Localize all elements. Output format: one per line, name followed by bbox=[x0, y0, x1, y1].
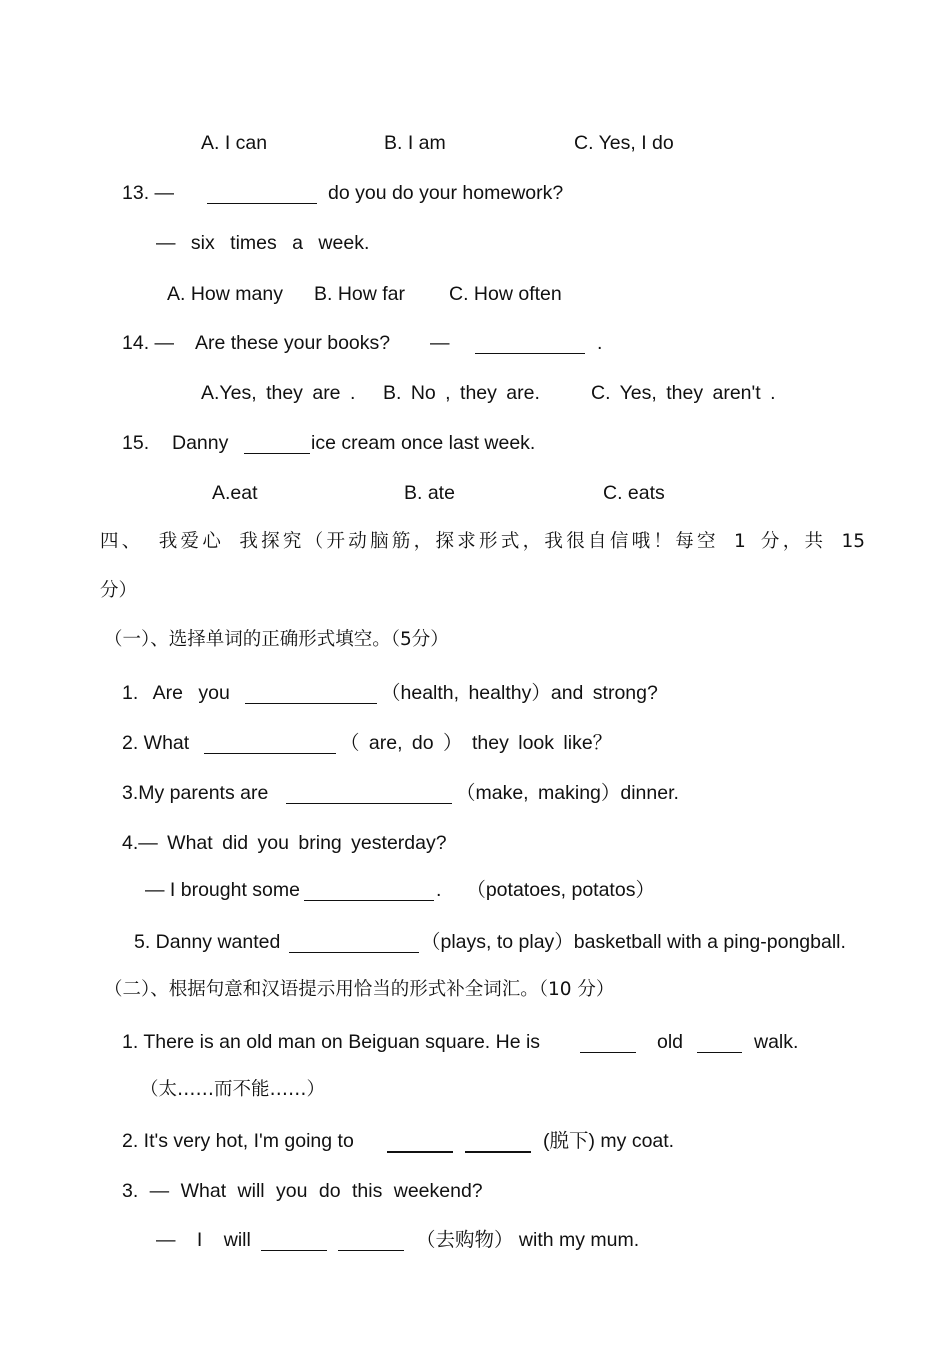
q14-period: . bbox=[597, 332, 603, 354]
q12-option-b: B. I am bbox=[384, 132, 446, 154]
p2-item-1-blank-1[interactable] bbox=[580, 1034, 636, 1053]
q14-dash: — bbox=[430, 332, 450, 354]
q14-option-a: A.Yes, they are . bbox=[201, 382, 356, 404]
q13-blank[interactable] bbox=[207, 185, 317, 204]
p2-item-3-question: 3. — What will you do this weekend? bbox=[122, 1180, 483, 1202]
p2-item-1-blank-2[interactable] bbox=[697, 1034, 742, 1053]
part-2-heading: （二）、根据句意和汉语提示用恰当的形式补全词汇。（10 分） bbox=[104, 979, 615, 1000]
p2-item-3-blank-2[interactable] bbox=[338, 1232, 404, 1251]
p2-item-3-answer-pre: — I will bbox=[156, 1229, 251, 1251]
p1-item-4-blank[interactable] bbox=[304, 882, 434, 901]
p1-item-5-post: （plays, to play）basketball with a ping-pongball. bbox=[421, 931, 846, 953]
p2-item-1-hint: （太……而不能……） bbox=[140, 1079, 326, 1100]
section-4-title-cont: 分） bbox=[100, 580, 138, 601]
q13-option-a: A. How many bbox=[167, 283, 283, 305]
p2-item-2-pre: 2. It's very hot, I'm going to bbox=[122, 1130, 354, 1152]
q15-text-1: Danny bbox=[172, 432, 229, 454]
p2-item-2-blank-1[interactable] bbox=[387, 1133, 453, 1153]
q14-number: 14. — bbox=[122, 332, 175, 354]
p1-item-3-blank[interactable] bbox=[286, 785, 452, 804]
q12-option-c: C. Yes, I do bbox=[574, 132, 674, 154]
p1-item-5-blank[interactable] bbox=[289, 934, 419, 953]
q13-option-b: B. How far bbox=[314, 283, 406, 305]
p2-item-1-pre: 1. There is an old man on Beiguan square. He is bbox=[122, 1031, 541, 1053]
q15-number: 15. bbox=[122, 432, 150, 454]
section-4-title: 四、 我爱心 我探究（开动脑筋，探求形式，我很自信哦！每空 1 分，共 15 bbox=[100, 531, 865, 552]
p1-item-1-pre: 1. Are you bbox=[122, 682, 230, 704]
q15-option-a: A.eat bbox=[212, 482, 258, 504]
p2-item-1-mid: old bbox=[657, 1031, 684, 1053]
q15-option-b: B. ate bbox=[404, 482, 455, 504]
p2-item-3-answer-post: （去购物） with my mum. bbox=[416, 1229, 640, 1251]
p2-item-2-blank-2[interactable] bbox=[465, 1133, 531, 1153]
q15-blank[interactable] bbox=[244, 435, 310, 454]
q13-option-c: C. How often bbox=[449, 283, 562, 305]
p2-item-3-blank-1[interactable] bbox=[261, 1232, 327, 1251]
q13-answer: — six times a week. bbox=[156, 232, 370, 254]
q14-option-c: C. Yes, they aren't . bbox=[591, 382, 776, 404]
q13-question: do you do your homework? bbox=[328, 182, 564, 204]
p1-item-4-answer-post: . （potatoes, potatos） bbox=[436, 879, 655, 901]
p2-item-1-post: walk. bbox=[754, 1031, 799, 1053]
q14-question: Are these your books? bbox=[195, 332, 391, 354]
p1-item-5-pre: 5. Danny wanted bbox=[134, 931, 281, 953]
p1-item-3-pre: 3.My parents are bbox=[122, 782, 269, 804]
q12-option-a: A. I can bbox=[201, 132, 268, 154]
p1-item-1-post: （health, healthy）and strong? bbox=[381, 682, 658, 704]
p1-item-2-pre: 2. What bbox=[122, 732, 190, 754]
p1-item-2-blank[interactable] bbox=[204, 735, 336, 754]
p1-item-2-post: （ are, do ） they look like？ bbox=[340, 732, 613, 754]
p2-item-2-post: (脱下) my coat. bbox=[543, 1130, 675, 1152]
p1-item-4-answer-pre: — I brought some bbox=[145, 879, 300, 901]
p1-item-3-post: （make, making）dinner. bbox=[456, 782, 679, 804]
q13-number: 13. — bbox=[122, 182, 175, 204]
q14-option-b: B. No , they are. bbox=[383, 382, 540, 404]
p1-item-1-blank[interactable] bbox=[245, 685, 377, 704]
q15-option-c: C. eats bbox=[603, 482, 665, 504]
p1-item-4-question: 4.— What did you bring yesterday? bbox=[122, 832, 447, 854]
part-1-heading: （一）、选择单词的正确形式填空。（5分） bbox=[104, 629, 449, 650]
q14-blank[interactable] bbox=[475, 335, 585, 354]
q15-text-2: ice cream once last week. bbox=[311, 432, 536, 454]
